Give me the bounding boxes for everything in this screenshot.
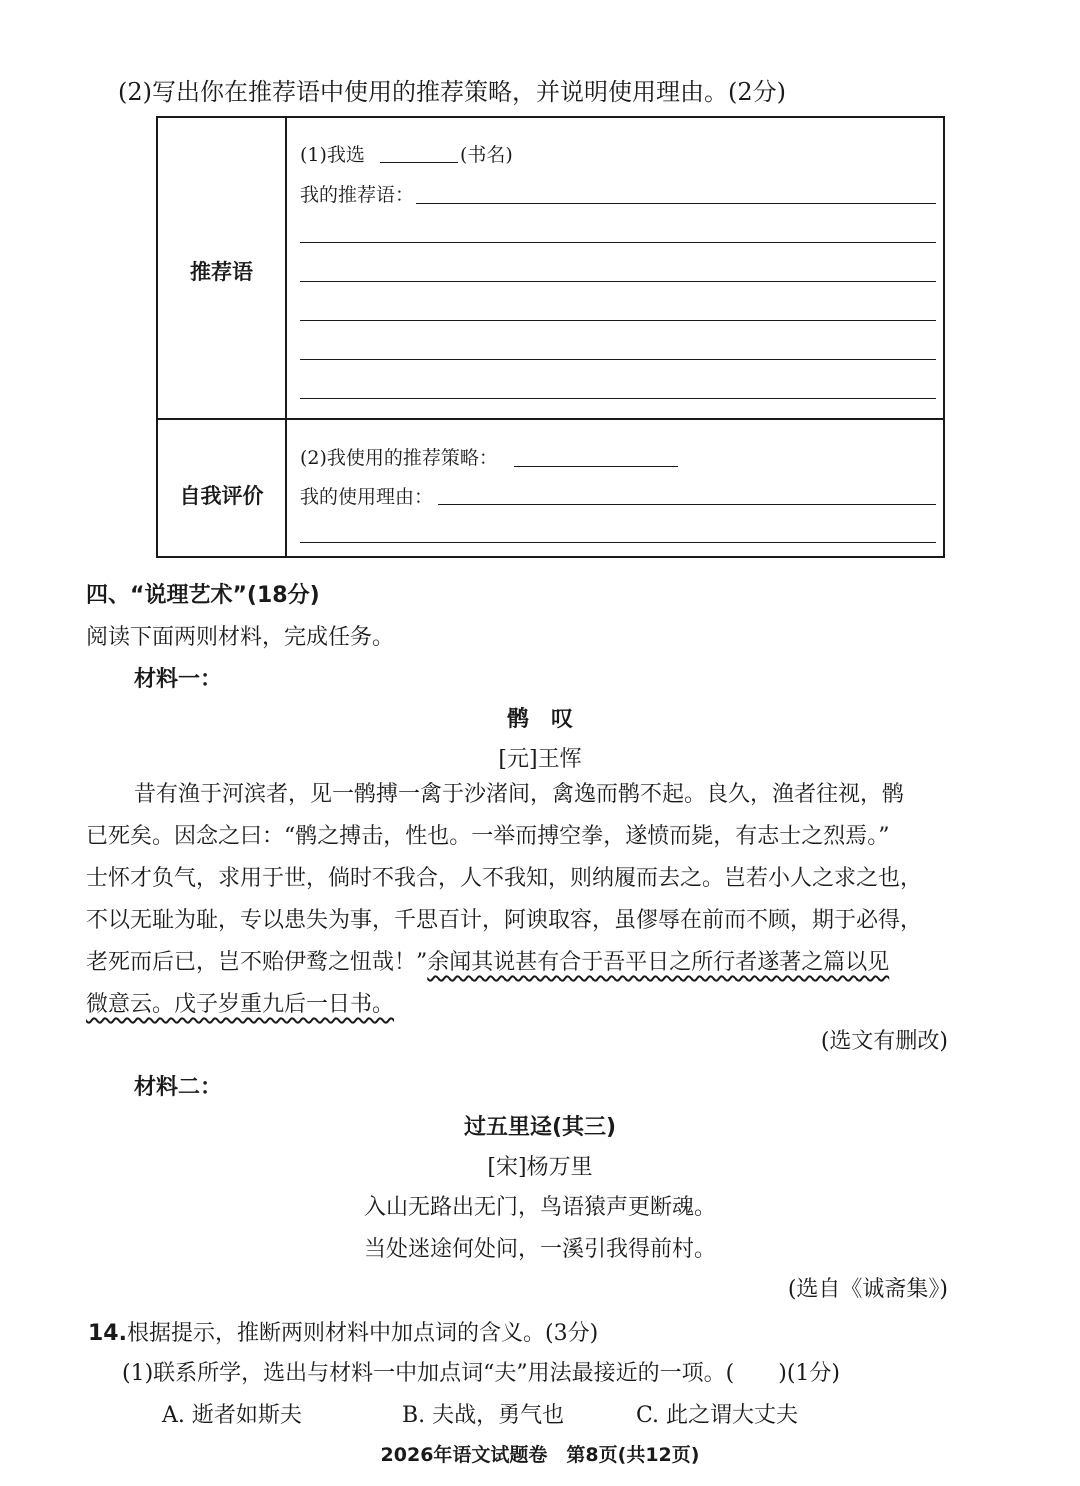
material-1-passage <box>86 774 956 1026</box>
passage-line-6-text: 微意云。戊子岁重九后一日书。 <box>86 992 395 1017</box>
answer-table <box>156 116 945 558</box>
passage-line-2: 已死矣。因念之曰：“鹘之搏击，性也。一举而搏空拳，遂愤而毙，有志士之烈焉。” <box>86 824 890 849</box>
recommendation-line-1[interactable] <box>416 203 936 204</box>
reason-line-1[interactable] <box>438 504 936 505</box>
row-label-self-evaluation: 自我评价 <box>179 484 264 508</box>
material-2-title: 过五里迳(其三) <box>463 1115 617 1140</box>
question-14 <box>88 1316 598 1347</box>
recommendation-line-5[interactable] <box>300 359 936 360</box>
book-name-blank[interactable] <box>380 162 458 163</box>
passage-line-3: 士怀才负气，求用于世，倘时不我合，人不我知，则纳履而去之。岂若小人之求之也， <box>86 866 923 891</box>
passage-line-5-text: 老死而后已，岂不贻伊鹜之忸哉！” <box>86 950 428 975</box>
table-row-divider <box>158 418 943 420</box>
material-1-label: 材料一： <box>134 667 223 692</box>
section-4-instruction: 阅读下面两则材料，完成任务。 <box>86 625 395 650</box>
poem-line-1: 入山无路出无门，鸟语猿声更断魂。 <box>363 1195 716 1220</box>
material-2-source: (选自《诚斋集》) <box>787 1277 948 1302</box>
table-column-divider <box>285 118 287 556</box>
recommendation-line-3[interactable] <box>300 281 936 282</box>
poem-line-2: 当处迷途何处问，一溪引我得前村。 <box>363 1237 716 1262</box>
passage-line-6 <box>86 984 956 1026</box>
material-1-title: 鹘 叹 <box>506 707 573 732</box>
book-name-hint: (书名) <box>460 144 513 166</box>
option-b[interactable]: B. 夫战，勇气也 <box>402 1403 565 1428</box>
material-2-label: 材料二： <box>134 1075 223 1100</box>
option-a[interactable]: A. 逝者如斯夫 <box>162 1403 302 1428</box>
strategy-blank[interactable] <box>514 466 678 467</box>
passage-line-4: 不以无耻为耻，专以患失为事，千思百计，阿谀取容，虽僇辱在前而不顾，期于必得， <box>86 908 923 933</box>
page-footer: 2026年语文试题卷 第8页(共12页) <box>380 1444 700 1466</box>
recommendation-line-2[interactable] <box>300 242 936 243</box>
passage-line-5 <box>86 942 956 984</box>
material-1-source: (选文有删改) <box>820 1029 948 1054</box>
option-c[interactable]: C. 此之谓大丈夫 <box>636 1403 799 1428</box>
reason-line-2[interactable] <box>300 542 936 543</box>
material-1-author: [元]王恽 <box>498 747 582 772</box>
question-14-number: 14. <box>88 1321 127 1346</box>
question-2-prompt: (2)写出你在推荐语中使用的推荐策略，并说明使用理由。(2分) <box>118 78 786 106</box>
wavy-underlined-sentence: 余闻其说甚有合于吾平日之所行者遂著之篇以见 <box>427 950 890 975</box>
recommendation-label: 我的推荐语： <box>300 184 415 206</box>
row-label-recommendation: 推荐语 <box>190 260 253 284</box>
choose-book-label: (1)我选 <box>300 144 365 166</box>
question-14-sub-1: (1)联系所学，选出与材料一中加点词“夫”用法最接近的一项。( )(1分) <box>122 1361 840 1386</box>
question-14-text: 根据提示，推断两则材料中加点词的含义。(3分) <box>126 1321 599 1346</box>
material-2-author: [宋]杨万里 <box>487 1155 593 1180</box>
recommendation-line-4[interactable] <box>300 320 936 321</box>
section-4-title: 四、“说理艺术”(18分) <box>86 583 320 608</box>
recommendation-line-6[interactable] <box>300 398 936 399</box>
reason-label: 我的使用理由： <box>300 486 434 508</box>
passage-line-1: 昔有渔于河滨者，见一鹘搏一禽于沙渚间，禽逸而鹘不起。良久，渔者往视，鹘 <box>134 782 905 807</box>
strategy-label: (2)我使用的推荐策略： <box>300 447 498 469</box>
